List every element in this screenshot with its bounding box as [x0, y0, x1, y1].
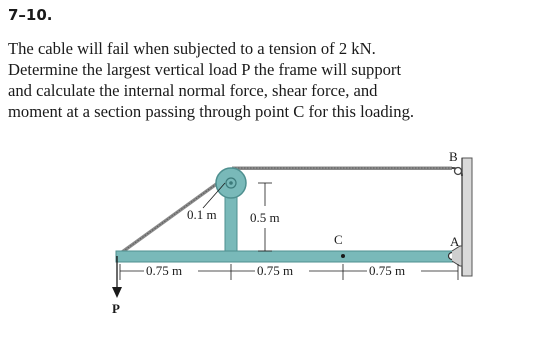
statement-line-4: moment at a section passing through point C for this loading.: [8, 102, 415, 121]
statement-line-1: The cable will fail when subjected to a tension of 2 kN.: [8, 39, 376, 58]
dim-post-height: 0.5 m: [250, 210, 280, 225]
statement-line-2: Determine the largest vertical load P the frame will support: [8, 60, 402, 79]
hook-b-pin: [455, 168, 462, 175]
point-c: [341, 254, 345, 258]
load-p-arrowhead: [112, 287, 122, 298]
beam: [116, 251, 461, 262]
dim-span-2: 0.75 m: [257, 263, 294, 278]
statement-line-3: and calculate the internal normal force, shear force, and: [8, 81, 378, 100]
dim-span-1: 0.75 m: [146, 263, 183, 278]
dim-pulley-radius: 0.1 m: [187, 207, 217, 222]
pin-a-bracket: [452, 246, 462, 266]
pulley-pin: [229, 181, 233, 185]
label-c: C: [334, 232, 343, 247]
dim-span-3: 0.75 m: [369, 263, 406, 278]
problem-number: 7–10.: [8, 6, 53, 24]
label-a: A: [450, 234, 460, 249]
label-b: B: [449, 149, 458, 164]
label-p: P: [112, 301, 120, 316]
wall: [462, 158, 472, 276]
